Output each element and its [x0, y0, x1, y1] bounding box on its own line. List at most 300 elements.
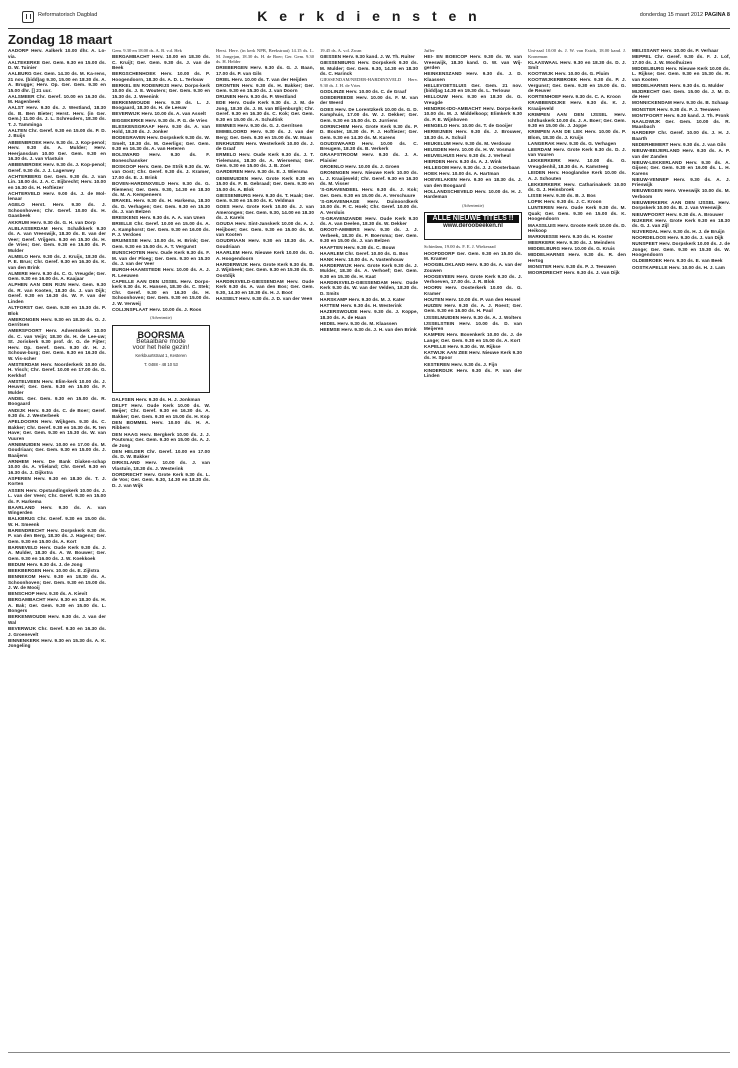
church-service-entry: [424, 71, 522, 82]
place-name: MOORDRECHT Herv. 9.30 ds. J. van Dijk: [528, 270, 620, 276]
ad-label: (Advertentie): [462, 202, 484, 208]
footer-divider: [8, 1052, 730, 1053]
place-name: BODEGRAVEN Herv. Dorpskerk 9.30 ds. W. Smelt, 18.30 ds. M. Geerligs; Ger. Gem. 9.30 en 16.30 ds. A. van Heteren: [112, 135, 210, 152]
church-service-entry: [216, 250, 314, 261]
place-name: HENDRIK-IDO-AMBACHT Herv. Dorps-kerk 10.00 ds. M. J. Middelkoop; Elimkerk 9.30 ds. P. E. Wijnhoven: [424, 105, 522, 122]
place-name: LANGERAK Herv. 9.30 ds. G. Verhagen: [528, 140, 617, 146]
church-service-entry: [8, 379, 106, 396]
church-service-entry: [8, 202, 106, 219]
church-service-entry: [112, 397, 210, 403]
place-name: HELLEVOETSLUIS Ger. Gem. 21 nov. (bidd)ag 14.30 en 19.30 ds. L. Terlouw: [424, 82, 522, 94]
place-name: KOOTWIJKERBROEK Herv. 9.30 ds. P. J. Vergunst; Ger. Gem. 9.30 en 15.00 ds. G. de Reuver: [528, 77, 626, 94]
church-service-entry: [528, 246, 626, 252]
church-service-entry: [424, 147, 522, 153]
place-name: MONNICKENDAM Herv. 9.30 ds. B. Schaap: [632, 100, 729, 106]
place-name: AALST Herv. 9.30 ds. J. Westland, 18.30 ds. B. Ben Bieter; Herst. Herv. (in Ger. Gem.) 11.00 ds. J. L. Schreuders, 18.30 ds. T. J. Tamminga: [8, 105, 106, 127]
place-name: GIESSENBURG Herv. Dorpskerk 9.30 ds. M. Mulder; Ger. Gem. 9.30, 14.30 en 18.30 ds. C. Harinck: [320, 60, 418, 77]
place-name: HAARLEM Chr. Geref. 10.00 ds. G. Bos: [320, 250, 409, 256]
boorsma-advertisement[interactable]: [112, 325, 210, 393]
place-name: BARENDRECHT Herv. Dorpskerk 9.30 ds. P. van den Berg, 18.30 ds. J. Hagens; Ger. Gem. 9.30 en 15.00 ds. A. Kort: [8, 527, 106, 544]
church-service-entry: [112, 111, 210, 117]
place-name: KOOTWIJK Herv. 10.00 ds. G. Pluim: [528, 71, 610, 77]
church-service-entry: GIESSENDAM/NEDER-HARDINXVELD Herv. 9.30 ds. J. H. de Vries: [320, 77, 418, 88]
place-name: GORINCHEM Herv. Grote Kerk 9.30 ds. P. D. Bouter, 18.30 ds. P. J. Hoftiezer; Ger. Gem. 9.30 en 14.30 ds. M. Karens: [320, 123, 418, 140]
church-service-entry: [632, 100, 730, 106]
place-name: BENNEKOM Herv. 9.30 en 18.30 ds. A. Schoonhoven; Ger. Gem. 9.30 en 15.00 ds. J. W. de Mooij: [8, 574, 106, 591]
church-service-entry: [424, 303, 522, 314]
place-name: BERGSCHENHOEK Herv. 10.00 ds. P. Hoogendoorn, 18.30 ds. A. D. L. Terlouw: [112, 71, 210, 82]
place-name: ALTFORST Ger. Gem. 9.30 en 15.30 ds. P. Blok: [8, 305, 106, 316]
place-name: ASPEREN Herv. 9.30 en 18.30 ds. T. J. Korten: [8, 475, 106, 487]
place-name: KESTEREN Herv. 9.30 ds. J. Fijn: [424, 361, 498, 367]
church-service-entry: [424, 129, 522, 140]
place-name: BALKBRUG Chr. Geref. 9.30 en 15.00 ds. W. H. Smeenk: [8, 516, 106, 527]
place-name: HARSKAMP Herv. 9.30 ds. M. J. Kater: [320, 296, 406, 302]
church-service-entry: Uni-zaal 10.00 ds. J. W. van Estrik, 18.00 kand. J. Kroneman: [528, 48, 626, 59]
place-name: KINDERDIJK Herv. 9.30 ds. P. van der Linden: [424, 367, 522, 379]
church-service-entry: [216, 83, 314, 94]
place-name: LISSE Herv. 9.30 ds. B. J. Bos: [528, 193, 596, 199]
church-service-entry: [8, 545, 106, 562]
church-service-entry: [424, 177, 522, 188]
place-name: HOOFDDORP Ger. Gem. 9.30 en 15.00 ds. M. Kramer: [424, 250, 522, 261]
church-service-entry: [8, 528, 106, 545]
place-name: DRIEL Herv. 10.00 ds. T. van der Heijden: [216, 76, 308, 82]
place-name: LEIDEN Herv. Hooglandse Kerk 10.00 ds. A. J. Schouten: [528, 170, 626, 181]
church-service-entry: [216, 123, 314, 129]
place-name: ACHTERVELD Herv. 9.00 ds. J. de Mol-lenaar: [8, 190, 106, 202]
church-service-entry: [528, 141, 626, 147]
place-name: HASSELT Herv. 9.30 ds. J. D. van der Veen: [216, 295, 313, 301]
church-service-entry: Schiedam, 19.00 ds. F. E. J. Wiekeraad: [424, 244, 496, 250]
place-name: BLESKENSGRAAF Herv. 9.30 ds. A. van Hold, 18.30 ds. J. Jonker: [112, 123, 210, 135]
place-name: NUNSPEET Herv. Dorpskerk 10.00 ds. J. de Jonge; Ger. Gem. 9.30 en 15.30 ds. W. Hoogendoorn: [632, 241, 730, 258]
place-name: HEEMSE Herv. 9.30 ds. J. H. van den Brink: [320, 326, 417, 332]
place-name: EEMNES Herv. 9.30 ds. G. J. Gerritsen: [216, 123, 303, 129]
church-service-entry: [320, 251, 418, 257]
place-name: NIEUW-VENNEP Herv. 9.30 ds. A. J. Frieswijk: [632, 176, 730, 188]
church-service-entry: [424, 297, 522, 303]
church-service-entry: [8, 419, 106, 441]
place-name: KLAASWAAL Herv. 9.30 en 18.30 ds. D. J. Smit: [528, 59, 626, 71]
place-name: HARDERWIJK Herv. Grote Kerk 9.30 ds. J. Mulder, 18.30 ds. A. Verhoef; Ger. Gem. 9.30 en 15.30 ds. H. Kaat: [320, 262, 418, 279]
church-service-entry: [216, 152, 314, 169]
place-name: MARKNESSE Herv. 9.30 ds. H. Koster: [528, 234, 614, 240]
church-service-entry: [8, 362, 106, 379]
place-name: NIEUW-LEKKERLAND Herv. 9.30 ds. A. Gijsen; Ger. Gem. 9.30 en 16.00 ds. L. H. Karens: [632, 159, 730, 176]
place-name: BOSKOOP Herv. Gem. De Strik 9.30 ds. W. van Oost; Chr. Geref. 9.30 ds. J. Kramer, 17.00 ds. E. J. Brink: [112, 163, 210, 180]
church-service-entry: [216, 193, 314, 204]
church-service-entry: [320, 227, 418, 244]
church-service-entry: [112, 238, 210, 249]
church-service-entry: [320, 54, 418, 60]
church-service-entry: [424, 274, 522, 285]
place-name: MIDDELBURG Herv. 10.00 ds. G. Kruis: [528, 246, 615, 252]
church-service-entry: [528, 147, 626, 158]
place-name: BOLSWARD Herv. 9.30 ds. F. Boneschansker: [112, 152, 210, 163]
church-service-entry: [112, 152, 210, 163]
church-service-entry: [112, 124, 210, 135]
listing-columns: [8, 48, 730, 1058]
church-service-entry: [320, 303, 418, 309]
place-name: HAARLEM Herv. Nieuwe Kerk 10.00 ds. G. A. Hoogendoorn: [216, 250, 314, 261]
church-service-entry: [8, 71, 106, 93]
church-service-entry: [528, 71, 626, 77]
church-service-entry: [112, 164, 210, 181]
church-service-entry: [424, 332, 522, 343]
place-name: BERKENWOUDE Herv. 9.30 ds. J. van der Wal: [8, 614, 106, 625]
church-service-entry: [8, 574, 106, 591]
church-service-entry: [216, 169, 314, 175]
church-service-entry: [112, 181, 210, 198]
place-name: ASSEN Herv. Opstandingskerk 10.00 ds. J. L. van der Veen; Chr. Geref. 9.30 en 15.00 ds. F. Harkema: [8, 487, 106, 504]
church-service-entry: [8, 591, 106, 597]
church-service-entry: [112, 54, 210, 71]
church-service-entry: [112, 250, 210, 267]
church-service-entry: [424, 189, 522, 200]
church-service-entry: [8, 317, 106, 328]
church-service-entry: [216, 279, 314, 296]
church-service-entry: [216, 296, 314, 302]
church-service-entry: [112, 403, 210, 420]
place-name: BARNEVELD Herv. Oude Kerk 9.30 ds. J. A. Mulder, 18.30 ds. A. W. Bouwer; Ger. Gem. 9.30 en 16.00 ds. J. W. Koekkoek: [8, 544, 106, 561]
place-name: 'S-GRAVENZANDE Herv. Oude Kerk 9.30 ds. A. van Deelen, 18.30 ds. W. Dekker: [320, 215, 418, 227]
place-name: NAALDWIJK Ger. Gem. 10.00 ds. R. Maasbach: [632, 118, 730, 130]
church-service-entry: [8, 562, 106, 568]
place-name: BRUINISSE Herv. 10.00 ds. H. Brink; Ger. Gem. 9.30 en 15.00 ds. A. T. Vergunst: [112, 238, 210, 249]
church-service-entry: [632, 218, 730, 229]
place-name: NIEUWEGEIN Herv. Vreeswijk 10.00 ds. M. Verboom: [632, 188, 730, 199]
church-service-entry: [112, 460, 210, 471]
church-service-entry: [8, 488, 106, 505]
place-name: ALMERE Herv. 9.30 ds. C. G. Vreugde; Ger. Gem. 9.30 en 16.00 ds. A. Kaajaar: [8, 270, 106, 282]
church-service-entry: [528, 170, 626, 181]
place-name: HIERDEN Herv. 9.30 ds. A. J. Wink: [424, 159, 502, 165]
place-name: NEDERHEMERT Herv. 9.30 ds. J. van Gils: [632, 141, 727, 147]
place-name: AGELO Herst. Herv. 9.30 ds. J. Schoonhoven; Chr. Geref. 10.00 ds. H. Gaasbeek: [8, 202, 106, 219]
church-service-entry: [320, 187, 418, 198]
place-name: HAAFTEN Herv. 9.30 ds. C. Bouw: [320, 244, 396, 250]
ad-tagline-1: Betaalbare mode: [136, 338, 186, 346]
place-name: HEUKELUM Herv. 9.30 ds. M. Verdouw: [424, 140, 511, 146]
church-service-entry: [632, 89, 730, 100]
church-service-entry: [216, 100, 314, 122]
church-service-entry: [8, 459, 106, 476]
section-title: K e r k d i e n s t e n: [257, 8, 481, 24]
column-5: [424, 48, 522, 1058]
place-name: HARDINXVELD-GIESSENDAM Herv. Oude Kerk 9.30 ds. W. van der Velden, 18.30 ds. D. Smits: [320, 279, 418, 296]
church-service-entry: [320, 327, 418, 333]
place-name: AALBURG Ger. Gem. 14.30 ds. M. Ka-rens, 21 nov. (bidd)ag 9.30, 15.00 en 18.30 ds. A. A. Brugge; Herv. Op. Ger. Gem. 9.30 en 15.00 dhr. [] 21 uur.: [8, 71, 106, 93]
church-service-entry: [424, 315, 522, 321]
place-name: HILLEGOM Herv. 9.30 ds. J. J. Oosterbaan: [424, 165, 520, 171]
column-4: [320, 48, 418, 1058]
church-service-entry: [112, 118, 210, 124]
church-service-entry: [632, 66, 730, 83]
place-name: HENGELO Herv. 10.00 ds. T. de Gooijer: [424, 123, 513, 129]
church-service-entry: [632, 235, 730, 241]
place-name: NIJKERK Herv. Grote Kerk 9.30 en 18.30 ds. G. J. van Zijl: [632, 217, 730, 229]
place-name: DIRKSLAND Herv. 10.00 ds. J. van Vlastuin, 18.30 ds. J. Westerink: [112, 460, 210, 471]
place-name: HELLOUW Herv. 9.30 en 18.30 ds. G. Vreugde: [424, 94, 522, 105]
place-name: DEN HAAG Herv. Bergkerk 10.00 ds. J. J. Poutsma; Ger. Gem. 9.30 en 15.00 ds. A. J. de Jong: [112, 431, 210, 448]
church-service-entry: [8, 271, 106, 282]
church-service-entry: [112, 100, 210, 111]
church-service-entry: [320, 164, 418, 170]
column-3: [216, 48, 314, 1058]
church-service-entry: [320, 89, 418, 95]
place-name: 'S-GRAVENHAGE Herv. Duinoordkerk 10.00 ds. P. C. Hoek; Chr. Geref. 10.00 ds. A. Versluis: [320, 198, 418, 215]
church-service-entry: [528, 182, 626, 193]
newspaper-page: [8, 6, 730, 1062]
church-service-entry: [632, 200, 730, 211]
place-name: GARDEREN Herv. 9.30 ds. E. J. Wiersma: [216, 169, 308, 175]
place-name: HOEK Herv. 10.00 ds. A. Hartman: [424, 171, 500, 177]
place-name: MONSTER Herv. 9.30 ds. P. J. Teeuwen: [632, 106, 720, 112]
place-name: HATTEM Herv. 9.30 ds. H. Westerink: [320, 303, 402, 309]
place-name: HEUSDEN Herv. 10.00 ds. H. W. Vosman: [424, 146, 515, 152]
page-number: PAGINA 8: [704, 12, 730, 18]
place-name: AKKRUM Herv. 9.30 ds. G. H. van Dorp: [8, 219, 96, 225]
place-name: BEDUM Herv. 9.30 ds. J. de Jong: [8, 562, 83, 567]
place-name: NOORDELOOS Herv. 9.30 ds. J. van Dijk: [632, 235, 724, 241]
church-service-entry: [216, 221, 314, 238]
place-name: GOES Herv. Grote Kerk 10.00 ds. J. van Amerongen; Ger. Gem. 9.30, 14.00 en 18.30 ds. J. Karels: [216, 204, 314, 221]
place-name: OLDEBROEK Herv. 9.30 ds. E. van Beek: [632, 258, 723, 264]
church-service-entry: [528, 234, 626, 240]
place-name: GROENLO Herv. 10.00 ds. J. Groen: [320, 163, 400, 169]
place-name: NIJVERDAL Herv. 9.30 ds. H. J. de Bruijn: [632, 229, 725, 235]
church-service-entry: [632, 212, 730, 218]
place-name: BERKEL EN RODENRIJS Herv. Dorps-kerk 10.00 ds. J. E. Wouters; Ger. Gem. 9.30 en 15.30 ds. J. Weenink: [112, 82, 210, 99]
church-service-entry: 19.45 ds. A. v.d. Zwan: [320, 48, 362, 53]
church-service-entry: Juffer: [424, 48, 435, 53]
place-name: LEERDAM Herv. Grote Kerk 9.30 ds. D. J. van Vuuren: [528, 146, 626, 158]
church-service-entry: [8, 105, 106, 127]
church-service-entry: [424, 262, 522, 273]
place-name: GOUDRIAAN Herv. 9.30 en 18.30 ds. A. Goudriaan: [216, 238, 314, 249]
ad-brand: BOORSMA: [137, 329, 185, 340]
church-service-entry: [112, 267, 210, 278]
church-service-entry: [216, 262, 314, 279]
place-name: ALPHEN AAN DEN RIJN Herv. Gem. 9.30 ds. R. van Kooten, 18.30 ds. J. van Dijk; Geref. 9.30 en 16.30 ds. W. F. van der Linden: [8, 282, 106, 304]
place-name: ACHTERBERG Ger. Gem. 9.30 ds. J. van Lin. 18.00 ds. J. A. C. Eijbrecht; Herv. 10.00 en 16.30 ds. H. Hoftiezer: [8, 173, 106, 190]
church-service-entry: [424, 171, 522, 177]
church-service-entry: [8, 191, 106, 202]
church-service-entry: [8, 328, 106, 361]
place-name: BERKENWOUDE Herv. 9.30 ds. L. J. Boogaard, 18.30 ds. H. de Leeuw: [112, 99, 210, 111]
church-service-entry: [320, 170, 418, 187]
church-service-entry: [424, 83, 522, 94]
place-name: ARNEMUIDEN Herv. 10.00 en 17.00 ds. M. Goudriaan; Ger. Gem. 9.30 en 15.00 ds. J. Baaijens: [8, 441, 106, 458]
church-service-entry: [320, 107, 418, 124]
ad-label: (Advertentie): [150, 315, 172, 321]
church-service-entry: [8, 282, 106, 304]
place-name: BAARLAND Herv. 9.30 ds. A. van Wingerden: [8, 504, 106, 516]
church-service-entry: [320, 280, 418, 297]
place-name: EDE Herv. Oude Kerk 9.30 ds. J. M. de Jong, 18.30 ds. J. M. van Blijenburgh; Chr. Geref. 9.30 en 16.30 ds. C. Kok; Ger. Gem. 9.30 en 15.00 ds. A. Schultink: [216, 100, 314, 122]
church-service-entry: [528, 264, 626, 270]
place-name: EMMELOORD Herv. 9.30 ds. J. van der Berg; Ger. Gem. 9.30 en 15.00 ds. W. Maas: [216, 129, 314, 140]
church-service-entry: Gem. 9.30 en 18.00 ds. A. B. v.d. Hek: [112, 48, 182, 53]
church-service-entry: [424, 368, 522, 379]
church-service-entry: [8, 614, 106, 625]
church-service-entry: [528, 100, 626, 111]
church-service-entry: [632, 130, 730, 141]
church-service-entry: [8, 638, 106, 649]
church-service-entry: [632, 265, 730, 271]
place-name: LEKKERKERK Herv. 10.00 ds. G. Vreugdenhil, 18.30 ds. A. Kamsteeg: [528, 158, 626, 169]
place-name: KRIMPEN AAN DEN IJSSEL Herv. Ichthuskerk 10.00 ds. J. A. Boer; Ger. Gem. 9.30 en 15.00 ds. J. Joppe: [528, 112, 626, 129]
place-name: DRUNEN Herv. 9.30 ds. P. Westland: [216, 94, 297, 100]
church-service-entry: [320, 321, 418, 327]
place-name: HOEVELAKEN Herv. 9.30 en 18.30 ds. J. van den Boogaard: [424, 177, 522, 188]
church-service-entry: [320, 257, 418, 263]
church-service-entry: [632, 258, 730, 264]
place-name: LUNTEREN Herv. Oude Kerk 9.30 ds. M. Quak; Ger. Gem. 9.30 en 15.00 ds. K. Hoogendoorn: [528, 205, 626, 222]
place-name: MIJDRECHT Ger. Gem. 15.00 ds. J. M. D. de Heer: [632, 88, 730, 100]
place-name: COLIJNSPLAAT Herv. 10.00 ds. J. Roos: [112, 306, 202, 312]
church-service-entry: [528, 129, 626, 140]
church-service-entry: [528, 252, 626, 263]
church-service-entry: [112, 135, 210, 152]
church-service-entry: [632, 177, 730, 188]
church-service-entry: [632, 48, 730, 54]
church-service-entry: [632, 119, 730, 130]
church-service-entry: [216, 77, 314, 83]
deroobeeken-advertisement[interactable]: [424, 212, 522, 240]
place-name: HOLLANDSCHEVELD Herv. 10.00 ds. H. J. Hardeman: [424, 188, 522, 200]
church-service-entry: [424, 350, 522, 361]
place-name: AMERONGEN Herv. 9.30 en 18.30 ds. G. J. Gerritsen: [8, 316, 106, 328]
church-service-entry: [528, 77, 626, 94]
church-service-entry: [528, 205, 626, 222]
church-service-entry: [424, 153, 522, 159]
place-name: AADORP Herv. Aalkerk 10.00 dhr. A. Lo- via.: [8, 48, 106, 59]
place-name: 'S-GRAVENDEEL Herv. 9.30 ds. J. Kok; Ger. Gem. 9.30 en 15.00 ds. A. Verschuure: [320, 187, 418, 198]
place-name: HEDEL Herv. 9.30 ds. M. Klaassen: [320, 320, 398, 326]
place-name: DORDRECHT Herv. Grote Kerk 9.30 ds. L. de Vos; Ger. Gem. 9.30, 14.30 en 18.30 ds. D. J. van Wijk: [112, 471, 210, 488]
place-name: NIEUWERKERK AAN DEN IJSSEL Herv. Dorpskerk 10.00 ds. B. J. van Vreeswijk: [632, 199, 730, 211]
church-service-entry: [8, 254, 106, 271]
church-service-entry: [216, 94, 314, 100]
place-name: GIESSENBURG Herv. 9.30 ds. T. Haak; Ger. Gem. 9.30 en 15.00 ds. K. Veldman: [216, 192, 314, 204]
ad-phone: T. 0488 - 48 10 53: [144, 361, 178, 367]
place-name: BIGGEKERKE Herv. 9.30 ds. P. G. de Vries: [112, 117, 208, 123]
church-service-entry: [320, 263, 418, 280]
ad-url: www.deroobeeken.nl: [443, 222, 503, 229]
church-service-entry: [528, 158, 626, 169]
place-name: KATWIJK AAN ZEE Herv. Nieuwe Kerk 9.30 ds. H. Spoor: [424, 349, 522, 361]
church-service-entry: [320, 95, 418, 106]
place-name: KAMPEN Herv. Bovenkerk 10.00 ds. J. de Lange; Ger. Gem. 9.30 en 15.00 ds. A. Kort: [424, 332, 522, 343]
place-name: MELISSANT Herv. 10.00 ds. P. Verhaar: [632, 48, 719, 53]
church-service-entry: [320, 199, 418, 216]
place-name: GOEDEREEDE Herv. 10.00 ds. F. M. van der Weerd: [320, 94, 418, 106]
column-7: [632, 48, 730, 1058]
place-name: ABBENBROEK Herv. 9.30 ds. J. Kop-penol; Geref. 9.30 ds. J. J. Lagerwey: [8, 162, 106, 173]
place-name: ABBENBROEK Herv. 9.30 ds. J. Kop-penol; Herv. 9.30 ds. A. Mulder; Herv. Heerjansdam 10.00 Ger. Gem. 9.30 en 16.30 ds. J. van Vlastuin: [8, 139, 106, 162]
church-service-entry: [112, 472, 210, 489]
church-service-entry: [632, 241, 730, 258]
place-name: APELDOORN Herv. Wijkgem. 9.30 ds. C. Bakker; Chr. Geref. 9.30 en 16.30 ds. R. ten Have; Ger. Gem. 9.30 en 15.30 ds. W. van Vuuren: [8, 419, 106, 441]
place-name: HAZERSWOUDE Herv. 9.30 ds. J. Koppe, 18.30 ds. A. de Haan: [320, 309, 418, 320]
place-name: MEERKERK Herv. 9.30 ds. J. Meinders: [528, 240, 615, 246]
place-name: MAASSLUIS Herv. Groote Kerk 10.00 ds. D. Heikoop: [528, 222, 626, 233]
place-name: MIDDELBURG Herv. Nieuwe Kerk 10.00 ds. L. Rijkse; Ger. Gem. 9.30 en 15.30 ds. R. van Kooten: [632, 65, 730, 82]
church-service-entry: [112, 279, 210, 307]
place-name: HEINKENSZAND Herv. 9.30 ds. J. D. Klaassen: [424, 71, 522, 82]
church-service-entry: [632, 107, 730, 113]
place-name: MONSTER Herv. 9.30 ds. P. J. Teeuwen: [528, 263, 616, 269]
place-name: BOVEN-HARDINXVELD Herv. 9.30 ds. G. Riemens; Ger. Gem. 9.30, 14.30 en 18.30 ds. M. A. Kempeneers: [112, 181, 210, 198]
place-name: HOORN Herv. Oosterkerk 10.00 ds. G. Kramer: [424, 285, 522, 296]
place-name: HARDINXVELD-GIESSENDAM Herv. Oude Kerk 9.30 ds. A. van den Bos; Ger. Gem. 9.30, 14.30 en 18.30 ds. H. J. Boot: [216, 278, 314, 295]
church-service-entry: [424, 123, 522, 129]
place-name: ERMELO Herv. Oude Kerk 9.30 ds. J. T. Tielemans, 18.30 ds. A. Wiersema; Ger. Gem. 9.30 en 15.00 ds. J. B. Zoet: [216, 152, 314, 169]
place-name: BERGAMBACHT Herv. 9.30 en 18.30 ds. H. A. Bak; Ger. Gem. 9.30 en 15.00 ds. L. Bongers: [8, 597, 106, 614]
church-service-entry: [8, 220, 106, 226]
church-service-entry: [320, 152, 418, 163]
place-name: DEN HELDER Chr. Geref. 10.00 en 17.00 ds. D. W. Bakker: [112, 448, 210, 460]
place-name: NARDERF Chr. Geref. 10.00 ds. J. H. J. Baarth: [632, 130, 730, 141]
place-name: AALSMEER Chr. Geref. 10.00 en 16.30 ds. M. Hagenbeek: [8, 93, 106, 105]
newspaper-name: Reformatorisch Dagblad: [38, 12, 98, 18]
place-name: BENSCHOP Herv. 9.30 ds. A. Kievit: [8, 591, 88, 597]
church-service-entry: [112, 307, 210, 313]
place-name: BINNENKERK Herv. 9.30 en 15.30 ds. A. K. Jongeling: [8, 637, 106, 649]
place-name: GIESSEN Herv. 9.30 kand. J. W. Th. Ruiter: [320, 54, 415, 60]
church-service-entry: [528, 240, 626, 246]
place-name: HARDERWIJK Herv. Grote Kerk 9.30 ds. B. J. Wijnbeek; Ger. Gem. 9.30 en 15.30 ds. D. Oostdijk: [216, 261, 314, 278]
church-service-entry: [424, 94, 522, 105]
church-service-entry: [8, 162, 106, 173]
place-name: NIEUW-BEIJERLAND Herv. 9.30 ds. A. P. van der Zanden: [632, 148, 730, 159]
church-service-entry: [216, 204, 314, 221]
church-service-entry: [216, 65, 314, 76]
church-service-entry: [8, 516, 106, 527]
church-service-entry: [8, 305, 106, 316]
church-service-entry: [8, 597, 106, 614]
place-name: IJSSELSTEIN Herv. 10.00 ds. D. van Meijeren: [424, 320, 522, 332]
place-name: GENEMUIDEN Herv. Grote Kerk 9.30 en 15.00 ds. F. B. Gebraad; Ger. Gem. 9.30 en 15.00 ds. A. Blok: [216, 175, 314, 192]
church-service-entry: [8, 396, 106, 407]
ad-headline: ALLE NIEUWE TITELS !!: [427, 215, 519, 223]
place-name: KRABBENDIJKE Herv. 9.30 ds. K. J. Kraaijeveld: [528, 100, 626, 111]
place-name: HEI- EN BOEICOP Herv. 9.30 ds. W. van Vreeswijk, 18.30 kand. G. W. van Wij-gerden: [424, 54, 522, 71]
church-service-entry: [8, 94, 106, 105]
church-service-entry: [216, 238, 314, 249]
place-name: MEPPEL Chr. Geref. 9.30 ds. F. J. Lof, 17.00 ds. J. W. Moolhuizen: [632, 54, 730, 65]
place-name: AMERSFOORT Herv. Adventskerk 10.00 ds. C. van Veijn; 18.30 ds. H. de Lee-uw; St. Joriskerk 9.30 prof. dr. G. de Fijter; Herv. Op. Geref. Gem. 9.30 dr. H. J. Schouw-burg; Ger. Gem. 9.30 en 16.30 ds. W. Vis-scher: [8, 328, 106, 361]
church-service-entry: [320, 297, 418, 303]
place-name: HUIZEN Herv. 9.30 ds. A. J. Roest; Ger. Gem. 9.30 en 16.00 ds. H. Paul: [424, 302, 522, 314]
church-service-entry: [632, 54, 730, 65]
church-service-entry: [216, 141, 314, 152]
place-name: DALFSEN Herv. 9.30 ds. H. J. Jonkman: [112, 396, 201, 402]
church-service-entry: [320, 60, 418, 77]
place-name: HANK Herv. 10.00 ds. A. Vastenhouw: [320, 256, 404, 262]
church-service-entry: [320, 245, 418, 251]
church-service-entry: [424, 141, 522, 147]
place-name: HERWIJNEN Herv. 9.30 ds. J. Brouwer, 18.30 ds. A. Schuil: [424, 129, 522, 140]
place-name: DRONTEN Herv. 9.30 ds. H. Bakker; Ger. Gem. 9.30 en 15.30 ds. J. van Doorn: [216, 82, 314, 94]
church-service-entry: [112, 221, 210, 238]
church-service-entry: [112, 449, 210, 460]
church-service-entry: [632, 229, 730, 235]
place-name: DRIEBERGEN Herv. 9.30 ds. G. J. Baan, 17.00 ds. P. van Gils: [216, 65, 314, 76]
place-name: NIEUWPOORT Herv. 9.30 ds. A. Brouwer: [632, 211, 724, 217]
